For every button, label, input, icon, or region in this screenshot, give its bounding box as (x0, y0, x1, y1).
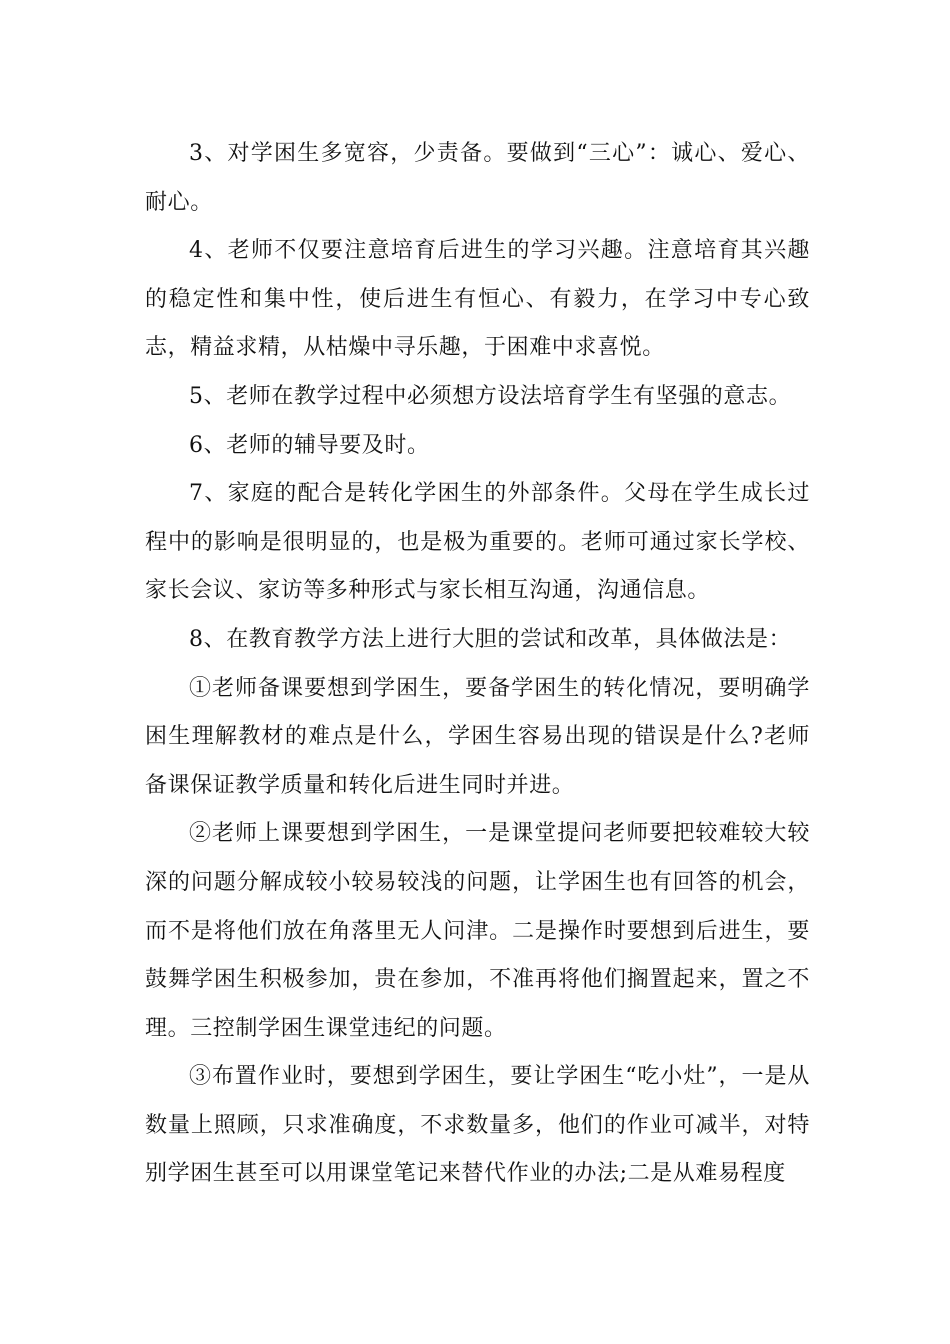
paragraph-3: 3、对学困生多宽容，少责备。要做到“三心”：诚心、爱心、耐心。 (145, 141, 810, 215)
paragraph-8-item-2: ②老师上课要想到学困生，一是课堂提问老师要把较难较大较深的问题分解成较小较易较浅的问题，让学困生也有回答的机会，而不是将他们放在角落里无人问津。二是操作时要想到后进生，要鼓舞学困生积极参加，贵在参加，不准再将他们搁置起来，置之不理。三控制学困生课堂违纪的问题。 (145, 821, 810, 1041)
paragraph-4: 4、老师不仅要注意培育后进生的学习兴趣。注意培育其兴趣的稳定性和集中性，使后进生有恒心、有毅力，在学习中专心致志，精益求精，从枯燥中寻乐趣，于困难中求喜悦。 (145, 238, 810, 361)
paragraph-6: 6、老师的辅导要及时。 (189, 432, 430, 458)
paragraph-8: 8、在教育教学方法上进行大胆的尝试和改革，具体做法是： (189, 626, 792, 652)
paragraph-8-item-3: ③布置作业时，要想到学困生，要让学困生“吃小灶”，一是从数量上照顾，只求准确度，不求数量多，他们的作业可减半，对特别学困生甚至可以用课堂笔记来替代作业的办法;二是从难易程度 (145, 1064, 810, 1187)
document-body (145, 130, 810, 1199)
paragraph-7: 7、家庭的配合是转化学困生的外部条件。父母在学生成长过程中的影响是很明显的，也是极为重要的。老师可通过家长学校、家长会议、家访等多种形式与家长相互沟通，沟通信息。 (145, 481, 810, 604)
paragraph-8-item-1: ①老师备课要想到学困生，要备学困生的转化情况，要明确学困生理解教材的难点是什么，学困生容易出现的错误是什么?老师备课保证教学质量和转化后进生同时并进。 (145, 675, 810, 798)
paragraph-5: 5、老师在教学过程中必须想方设法培育学生有坚强的意志。 (189, 383, 792, 409)
